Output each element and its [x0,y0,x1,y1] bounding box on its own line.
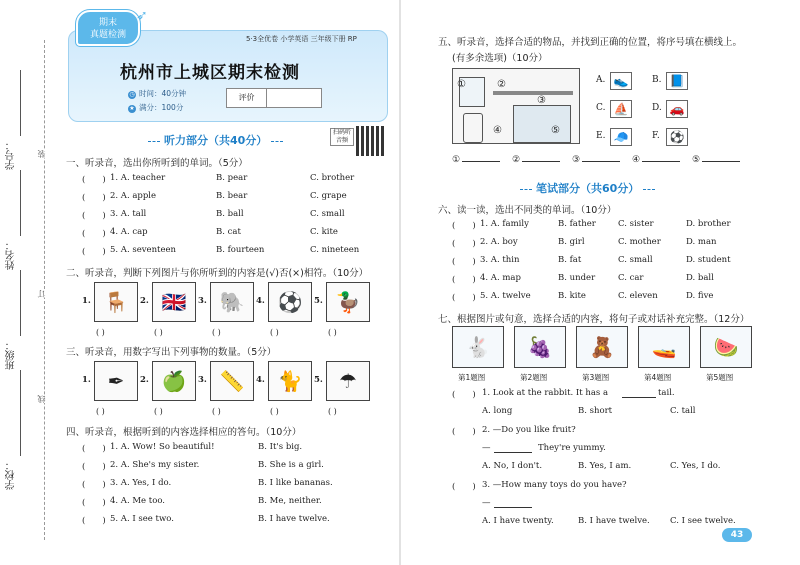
option-a: 4. A. map [480,273,521,283]
answer-paren[interactable]: ( ) [96,407,105,416]
option-letter: C. [596,103,606,113]
answer-paren[interactable]: ( ) [82,211,106,221]
answer-paren[interactable]: ( ) [452,239,476,249]
rabbit-icon: 🐇 [452,326,504,368]
option-a: 5. A. I see two. [110,514,174,524]
answer-paren[interactable]: ( ) [328,407,337,416]
blank-number: ② [512,155,521,165]
scan-label: 扫码听音频 [330,128,354,146]
circled-two-icon: ② [497,79,506,90]
q7-3-stem: 3. —How many toys do you have? [482,480,627,490]
answer-paren[interactable]: ( ) [212,328,221,337]
option: B. Yes, I am. [578,461,632,471]
pen-icon: ✒ [94,361,138,401]
option-b: B. She is a girl. [258,460,324,470]
q2-heading: 二、听录音，判断下列图片与你所听到的内容是(√)否(×)相符。（10分） [66,268,369,279]
writing-section-title [516,180,659,196]
fold-word: 装 [37,150,46,158]
time-text: 时间：40分钟 [139,89,187,98]
answer-paren[interactable]: ( ) [328,328,337,337]
option-d: D. man [686,237,717,247]
boat-kids-icon: 🚤 [638,326,690,368]
option-a: 3. A. tall [110,209,147,219]
answer-paren[interactable]: ( ) [452,221,476,231]
option-d: D. student [686,255,731,265]
answer-paren[interactable]: ( ) [452,293,476,303]
full-score-text: 满分：100分 [139,103,184,112]
fold-word: 订 [37,290,46,298]
exam-title: 杭州市上城区期末检测 [120,63,300,83]
shelf-icon [493,91,573,95]
option-b: B. father [558,219,596,229]
picture-number: 3. [198,375,207,385]
option-letter: B. [652,75,662,85]
q4-row [82,478,382,490]
evaluation-blank[interactable] [267,89,321,107]
time-info [128,88,186,99]
chair-icon [463,113,483,143]
q6-row [452,255,782,267]
option-c: C. mother [618,237,661,247]
option-letter: F. [652,131,660,141]
student-id-blank[interactable] [20,70,21,136]
option-d: D. five [686,291,714,301]
option: A. No, I don't. [482,461,543,471]
badge-line: 期末 [98,18,117,28]
q5-subheading: (有多余选项)（10分） [452,53,548,64]
picture-number: 2. [140,375,149,385]
qr-code-icon[interactable] [356,126,386,156]
boy-ball-icon: ⚽ [268,282,312,322]
option-c: C. car [618,273,644,283]
q7-2-stem: 2. —Do you like fruit? [482,425,576,435]
picture-number: 5. [314,375,323,385]
answer-paren[interactable]: ( ) [452,390,476,400]
blank-number: ⑤ [692,155,701,165]
school-label: 学校： [6,460,17,490]
ruler-icon: 📏 [210,361,254,401]
option-b: B. I have twelve. [258,514,330,524]
q6-row [452,273,782,285]
answer-paren[interactable]: ( ) [452,275,476,285]
binding-strip [0,0,48,565]
option-b: B. fourteen [216,245,265,255]
picture-number: 3. [198,296,207,306]
picture-number: 4. [256,296,265,306]
picture-number: 5. [314,296,323,306]
duck-icon: 🦆 [326,282,370,322]
picture-number: 1. [82,375,91,385]
blank-line[interactable] [702,152,740,162]
picture-number: 1. [82,296,91,306]
answer-paren[interactable]: ( ) [154,407,163,416]
blank-line[interactable] [582,152,620,162]
blank-line[interactable] [522,152,560,162]
q7-2-line: They're yummy. [538,443,606,453]
option: C. I see twelve. [670,516,736,526]
option: B. short [578,406,613,416]
star-icon: ★ [129,105,135,112]
option: A. I have twenty. [482,516,554,526]
q7-1-end: tail. [658,388,675,398]
boat-icon: ⛵ [610,100,632,118]
q6-row [452,219,782,231]
evaluation-label: 评价 [227,89,267,107]
q1-row [82,245,382,257]
answer-blank[interactable] [572,152,620,165]
answer-paren[interactable]: ( ) [452,427,476,437]
apple-icon: 🍏 [152,361,196,401]
answer-paren[interactable]: ( ) [452,257,476,267]
q7-1-blank[interactable] [622,388,656,398]
book-icon: 📘 [666,72,688,90]
final-exam-badge [76,10,140,46]
rocket-icon: ➶ [136,8,148,24]
q7-3-blank[interactable] [494,498,532,508]
page-number: 43 [722,528,752,542]
option-letter: D. [652,103,662,113]
q4-heading: 四、听录音，根据听到的内容选择相应的答句。（10分） [66,427,302,438]
option-c: C. small [618,255,653,265]
answer-paren[interactable]: ( ) [82,247,106,257]
option: C. Yes, I do. [670,461,721,471]
q7-2-blank[interactable] [494,443,532,453]
q6-row [452,237,782,249]
answer-blank[interactable] [692,152,740,165]
answer-blank[interactable] [512,152,560,165]
badge-line: 真题检测 [89,30,126,40]
q1-row [82,191,382,203]
clock-icon: ◷ [129,91,135,98]
q7-heading: 七、根据图片或句意，选择合适的内容，将句子或对话补充完整。（12分） [438,314,750,325]
answer-paren[interactable]: ( ) [82,480,106,490]
q6-heading: 六、读一读，选出不同类的单词。（10分） [438,205,617,216]
car-icon: 🚗 [666,100,688,118]
q3-heading: 三、听录音，用数字写出下列事物的数量。（5分） [66,347,277,358]
option-c: C. eleven [618,291,658,301]
option-b: B. It's big. [258,442,303,452]
option-c: C. small [310,209,345,219]
answer-paren[interactable]: ( ) [270,328,279,337]
watermelon-icon: 🍉 [700,326,752,368]
option-c: C. grape [310,191,347,201]
option-letter: A. [596,75,606,85]
answer-paren[interactable]: ( ) [212,407,221,416]
q4-row [82,442,382,454]
score-info [128,102,183,113]
option-a: 2. A. apple [110,191,157,201]
answer-blank[interactable] [632,152,680,165]
name-label: 姓名： [6,240,17,270]
answer-paren[interactable]: ( ) [452,482,476,492]
q1-row [82,227,382,239]
series-info: 5·3全优卷 小学英语 三年级下册 RP [246,35,357,43]
option-c: C. kite [310,227,338,237]
answer-paren[interactable]: ( ) [96,328,105,337]
option-a: 5. A. seventeen [110,245,177,255]
blank-line[interactable] [642,152,680,162]
option: B. I have twelve. [578,516,650,526]
cat-icon: 🐈 [268,361,312,401]
option-a: 4. A. Me too. [110,496,165,506]
cap-icon: 🧢 [610,128,632,146]
listening-title-text: 听力部分（共40分） [164,134,268,147]
name-blank[interactable] [20,170,21,236]
q1-row [82,173,382,185]
desk-icon [513,105,571,143]
option-letter: E. [596,131,606,141]
option: C. tall [670,406,696,416]
option-b: B. under [558,273,596,283]
flag-icon: 🇬🇧 [152,282,196,322]
answer-paren[interactable]: ( ) [270,407,279,416]
option-a: 1. A. Wow! So beautiful! [110,442,215,452]
option-a: 1. A. family [480,219,529,229]
blank-number: ① [452,155,461,165]
toys-icon: 🧸 [576,326,628,368]
picture-caption: 第2题图 [520,373,548,382]
option-a: 3. A. thin [480,255,520,265]
class-blank[interactable] [20,270,21,336]
q5-heading: 五、听录音，选择合适的物品，并找到正确的位置，将序号填在横线上。 [438,37,743,48]
circled-five-icon: ⑤ [551,125,560,136]
option-b: B. cat [216,227,241,237]
option-a: 5. A. twelve [480,291,531,301]
option-d: D. ball [686,273,714,283]
circled-one-icon: ① [457,79,466,90]
q6-row [452,291,782,303]
q1-heading: 一、听录音，选出你所听到的单词。（5分） [66,158,248,169]
q4-row [82,460,382,472]
fold-word: 线 [37,395,46,403]
shoes-icon: 👟 [610,72,632,90]
fruit-icon: 🍇 [514,326,566,368]
option-c: C. brother [310,173,355,183]
option-a: 4. A. cap [110,227,148,237]
option-b: B. bear [216,191,248,201]
answer-paren[interactable]: ( ) [82,229,106,239]
option-a: 1. A. teacher [110,173,166,183]
answer-paren[interactable]: ( ) [82,444,106,454]
answer-paren[interactable]: ( ) [82,175,106,185]
option: A. long [482,406,513,416]
answer-paren[interactable]: ( ) [82,498,106,508]
answer-paren[interactable]: ( ) [82,462,106,472]
q1-row [82,209,382,221]
writing-title-text: 笔试部分（共60分） [536,182,640,195]
option-b: B. pear [216,173,248,183]
option-b: B. ball [216,209,244,219]
class-label: 班级： [6,340,17,370]
option-d: D. brother [686,219,731,229]
answer-blank[interactable] [452,152,500,165]
school-blank[interactable] [20,370,21,456]
option-a: 2. A. boy [480,237,518,247]
option-b: B. Me, neither. [258,496,322,506]
listening-section-title [144,132,287,148]
circled-three-icon: ③ [537,95,546,106]
option-a: 3. A. Yes, I do. [110,478,172,488]
option-b: B. I like bananas. [258,478,333,488]
chair-icon: 🪑 [94,282,138,322]
book-spine [399,0,401,565]
option-c: C. nineteen [310,245,360,255]
blank-number: ③ [572,155,581,165]
picture-caption: 第3题图 [582,373,610,382]
option-b: B. kite [558,291,586,301]
blank-number: ④ [632,155,641,165]
blank-line[interactable] [462,152,500,162]
option-b: B. girl [558,237,585,247]
elephant-icon: 🐘 [210,282,254,322]
ball-icon: ⚽ [666,128,688,146]
picture-number: 2. [140,296,149,306]
answer-paren[interactable]: ( ) [154,328,163,337]
circled-four-icon: ④ [493,125,502,136]
room-picture [452,68,580,144]
picture-caption: 第4题图 [644,373,672,382]
answer-paren[interactable]: ( ) [82,516,106,526]
option-a: 2. A. She's my sister. [110,460,200,470]
student-id-label: 学号： [6,140,17,170]
option-b: B. fat [558,255,582,265]
umbrella-icon: ☂ [326,361,370,401]
option-c: C. sister [618,219,654,229]
answer-paren[interactable]: ( ) [82,193,106,203]
picture-caption: 第1题图 [458,373,486,382]
picture-caption: 第5题图 [706,373,734,382]
q4-row [82,496,382,508]
evaluation-box [226,88,322,108]
q4-row [82,514,382,526]
picture-number: 4. [256,375,265,385]
q7-1-stem: 1. Look at the rabbit. It has a [482,388,609,398]
